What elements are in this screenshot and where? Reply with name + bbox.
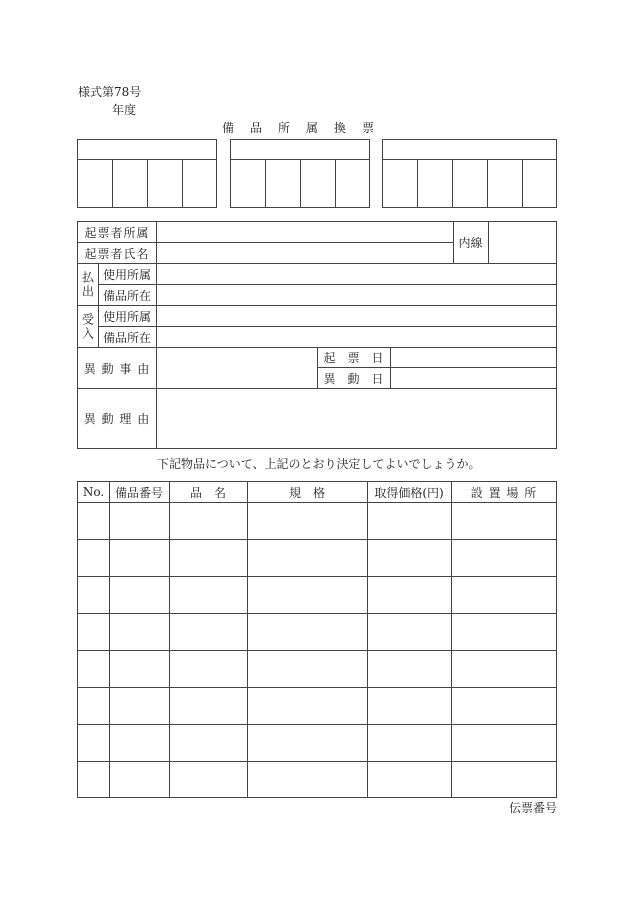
drafter-name-label: 起票者氏名 (84, 246, 150, 261)
change-date-label: 異 動 日 (323, 371, 384, 386)
form-title: 備 品 所 属 換 票 (222, 121, 377, 135)
payout-location-label: 備品所在 (102, 288, 151, 303)
col-header-location: 設 置 場 所 (470, 485, 538, 500)
fiscal-year-label: 年度 (112, 103, 137, 117)
extension-label: 内線 (458, 236, 483, 250)
approval-notice: 下記物品について、上記のとおり決定してよいでしょうか。 (157, 457, 481, 471)
drafter-department-label: 起票者所属 (84, 225, 150, 240)
receive-use-dept-label: 使用所属 (102, 309, 151, 324)
payout-use-dept-label: 使用所属 (102, 267, 151, 282)
receive-label: 受入 (80, 312, 95, 341)
change-reason-label: 異 動 理 由 (83, 412, 151, 426)
col-header-no: No. (82, 485, 105, 499)
col-header-price: 取得価格(円) (374, 485, 444, 500)
col-header-item-number: 備品番号 (114, 485, 163, 500)
col-header-item-name: 品 名 (189, 485, 226, 500)
receive-location-label: 備品所在 (102, 330, 151, 345)
draft-date-label: 起 票 日 (323, 351, 384, 365)
slip-number-label: 伝票番号 (509, 801, 558, 815)
col-header-spec: 規 格 (288, 485, 325, 500)
payout-label: 払出 (80, 270, 95, 299)
change-matter-label: 異 動 事 由 (83, 361, 151, 376)
form-number: 様式第78号 (78, 85, 142, 99)
